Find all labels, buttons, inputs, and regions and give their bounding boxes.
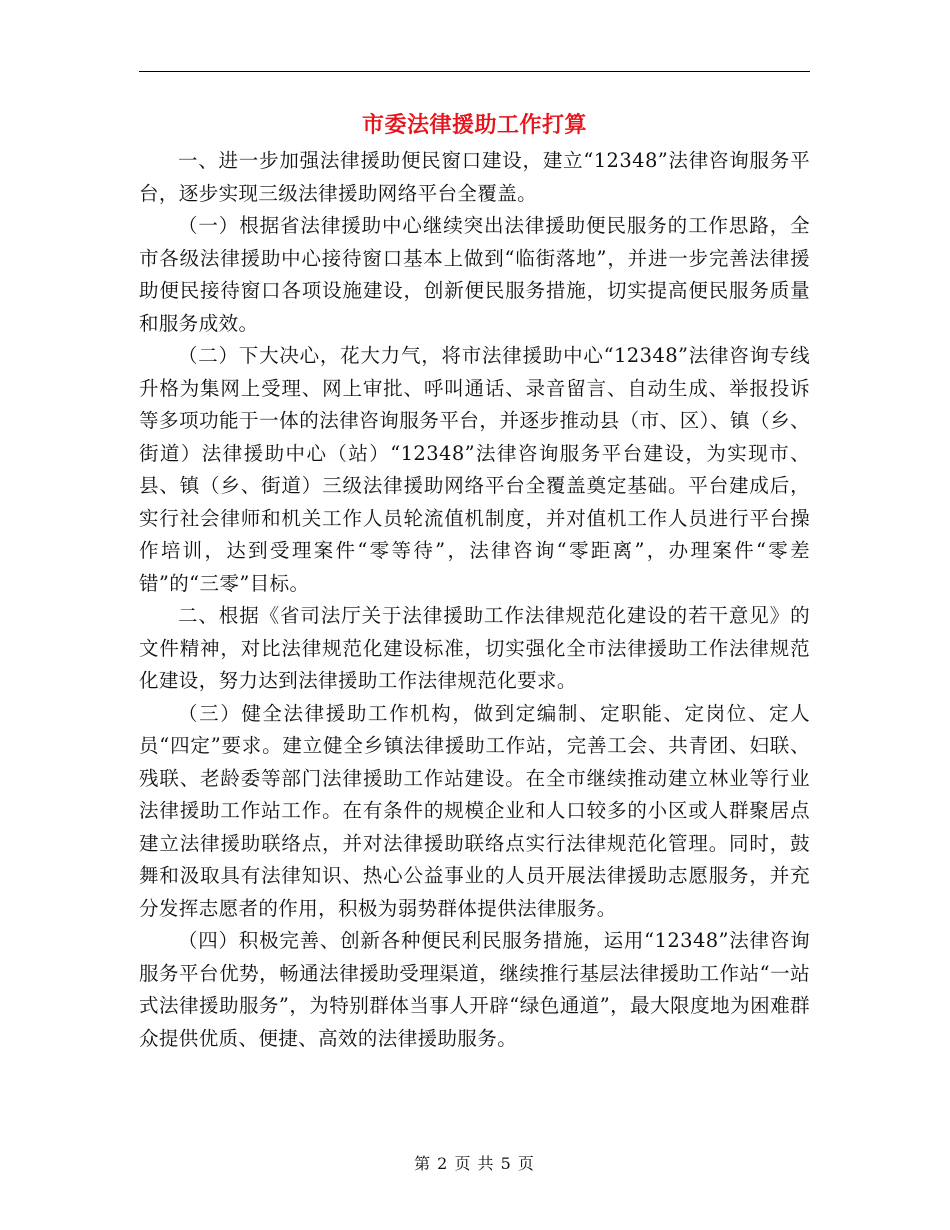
document-body bbox=[139, 145, 810, 1055]
paragraph-4: 二、根据《省司法厅关于法律援助工作法律规范化建设的若干意见》的文件精神，对比法律规范化建设标准，切实强化全市法律援助工作法律规范化建设，努力达到法律援助工作法律规范化要求。 bbox=[139, 604, 810, 692]
paragraph-6: （四）积极完善、创新各种便民利民服务措施，运用“12348”法律咨询服务平台优势，畅通法律援助受理渠道，继续推行基层法律援助工作站“一站式法律援助服务”，为特别群体当事人开辟“绿色通道”，最大限度地为困难群众提供优质、便捷、高效的法律援助服务。 bbox=[139, 929, 810, 1050]
paragraph-1: 一、进一步加强法律援助便民窗口建设，建立“12348”法律咨询服务平台，逐步实现三级法律援助网络平台全覆盖。 bbox=[139, 149, 810, 205]
page-footer: 第 2 页 共 5 页 bbox=[414, 1154, 535, 1173]
paragraph-5: （三）健全法律援助工作机构，做到定编制、定职能、定岗位、定人员“四定”要求。建立健全乡镇法律援助工作站，完善工会、共青团、妇联、残联、老龄委等部门法律援助工作站建设。在全市继续推动建立林业等行业法律援助工作站工作。在有条件的规模企业和人口较多的小区或人群聚居点建立法律援助联络点，并对法律援助联络点实行法律规范化管理。同时，鼓舞和汲取具有法律知识、热心公益事业的人员开展法律援助志愿服务，并充分发挥志愿者的作用，积极为弱势群体提供法律服务。 bbox=[139, 701, 810, 920]
header-rule bbox=[139, 71, 810, 72]
paragraph-2: （一）根据省法律援助中心继续突出法律援助便民服务的工作思路，全市各级法律援助中心接待窗口基本上做到“临街落地”，并进一步完善法律援助便民接待窗口各项设施建设，创新便民服务措施，切实提高便民服务质量和服务成效。 bbox=[139, 214, 810, 335]
document-title: 市委法律援助工作打算 bbox=[361, 112, 587, 138]
paragraph-3: （二）下大决心，花大力气，将市法律援助中心“12348”法律咨询专线升格为集网上受理、网上审批、呼叫通话、录音留言、自动生成、举报投诉等多项功能于一体的法律咨询服务平台，并逐步推动县（市、区）、镇（乡、街道）法律援助中心（站）“12348”法律咨询服务平台建设，为实现市、县、镇（乡、街道）三级法律援助网络平台全覆盖奠定基础。平台建成后，实行社会律师和机关工作人员轮流值机制度，并对值机工作人员进行平台操作培训，达到受理案件“零等待”，法律咨询“零距离”，办理案件“零差错”的“三零”目标。 bbox=[139, 344, 810, 595]
